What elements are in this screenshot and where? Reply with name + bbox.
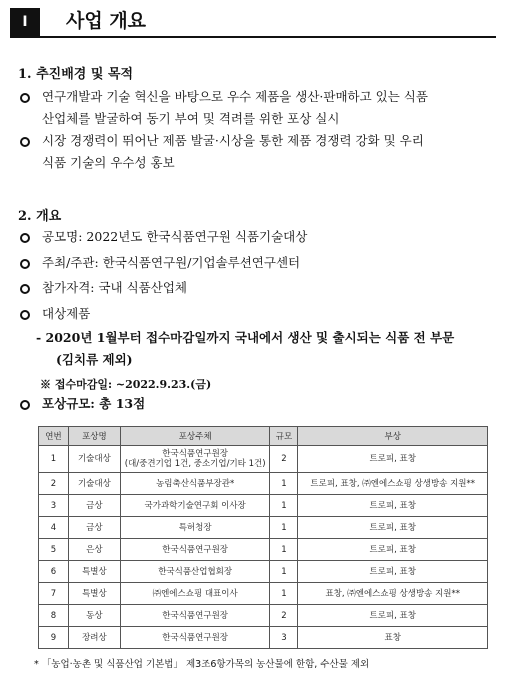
table-cell: 9 — [39, 627, 69, 649]
column-header: 부상 — [298, 427, 488, 446]
table-cell: 동상 — [68, 605, 120, 627]
table-row — [39, 605, 488, 627]
circle-bullet-icon — [20, 400, 30, 410]
table-cell-sub: (대/중견기업 1건, 중소기업/기타 1건) — [124, 459, 266, 469]
table-cell: ㈜엔에스쇼핑 대표이사 — [120, 583, 270, 605]
section1-item1-line1: 연구개발과 기술 혁신을 바탕으로 우수 제품을 생산·판매하고 있는 식품 — [42, 89, 428, 104]
table-cell: 1 — [270, 561, 298, 583]
table-row — [39, 473, 488, 495]
table-cell: 금상 — [68, 517, 120, 539]
table-cell: 2 — [39, 473, 69, 495]
table-cell: 트로피, 표창 — [298, 605, 488, 627]
table-cell: 표창 — [298, 627, 488, 649]
target-products: 대상제품 — [42, 306, 91, 321]
table-cell: 트로피, 표창 — [298, 561, 488, 583]
circle-bullet-icon — [20, 233, 30, 243]
table-cell: 2 — [270, 446, 298, 473]
column-header: 포상명 — [68, 427, 120, 446]
column-header: 포상주체 — [120, 427, 270, 446]
footnote: * 「농업·농촌 및 식품산업 기본법」 제3조6항가목의 농산물에 한함, 수산물 제외 — [34, 659, 370, 670]
column-header: 규모 — [270, 427, 298, 446]
section2-heading: 2. 개요 — [18, 209, 62, 224]
table-row — [39, 446, 488, 473]
table-cell: 표창, ㈜엔에스쇼핑 상생방송 지원** — [298, 583, 488, 605]
section1-heading: 1. 추진배경 및 목적 — [18, 67, 134, 82]
table-cell: 한국식품연구원장 — [120, 539, 270, 561]
circle-bullet-icon — [20, 259, 30, 269]
circle-bullet-icon — [20, 284, 30, 294]
section1-item2-line2: 식품 기술의 우수성 홍보 — [42, 155, 175, 170]
table-cell: 장려상 — [68, 627, 120, 649]
table-cell: 기술대상 — [68, 446, 120, 473]
table-cell: 국가과학기술연구회 이사장 — [120, 495, 270, 517]
table-cell: 특별상 — [68, 561, 120, 583]
table-cell: 트로피, 표창 — [298, 495, 488, 517]
table-cell: 트로피, 표창 — [298, 517, 488, 539]
page-title: 사업 개요 — [66, 10, 147, 32]
section1-item1-line2: 산업체를 발굴하여 동기 부여 및 격려를 위한 포상 실시 — [42, 111, 340, 126]
eligibility: 참가자격: 국내 식품산업체 — [42, 280, 187, 295]
table-cell: 농림축산식품부장관* — [120, 473, 270, 495]
table-cell: 1 — [270, 495, 298, 517]
table-row — [39, 583, 488, 605]
table-cell: 한국식품연구원장 — [120, 605, 270, 627]
column-header: 연번 — [39, 427, 69, 446]
table-cell: 특허청장 — [120, 517, 270, 539]
prize-scale-heading: 포상규모: 총 13점 — [42, 396, 146, 411]
table-cell: 7 — [39, 583, 69, 605]
table-header-row — [39, 427, 488, 446]
table-cell: 트로피, 표창 — [298, 446, 488, 473]
prize-table — [38, 426, 488, 649]
table-cell: 1 — [270, 583, 298, 605]
circle-bullet-icon — [20, 93, 30, 103]
table-cell: 6 — [39, 561, 69, 583]
table-cell: 1 — [39, 446, 69, 473]
table-cell-main: 한국식품연구원장 — [162, 449, 228, 459]
table-cell: 8 — [39, 605, 69, 627]
table-row — [39, 495, 488, 517]
table-row — [39, 561, 488, 583]
table-cell: 3 — [39, 495, 69, 517]
table-cell: 한국식품연구원장 — [120, 627, 270, 649]
table-cell — [120, 446, 270, 473]
target-products-exclusion: (김치류 제외) — [56, 352, 133, 367]
table-cell: 1 — [270, 539, 298, 561]
table-cell: 1 — [270, 473, 298, 495]
table-cell: 1 — [270, 517, 298, 539]
table-cell: 3 — [270, 627, 298, 649]
section1-item2-line1: 시장 경쟁력이 뛰어난 제품 발굴·시상을 통한 제품 경쟁력 강화 및 우리 — [42, 133, 424, 148]
target-products-detail: - 2020년 1월부터 접수마감일까지 국내에서 생산 및 출시되는 식품 전 부문 — [36, 330, 455, 345]
table-cell: 트로피, 표창, ㈜엔에스쇼핑 상생방송 지원** — [298, 473, 488, 495]
table-row — [39, 627, 488, 649]
table-row — [39, 517, 488, 539]
table-cell: 특별상 — [68, 583, 120, 605]
table-cell: 금상 — [68, 495, 120, 517]
table-cell: 은상 — [68, 539, 120, 561]
table-cell: 트로피, 표창 — [298, 539, 488, 561]
section-number-box: Ⅰ — [10, 8, 40, 36]
contest-name: 공모명: 2022년도 한국식품연구원 식품기술대상 — [42, 229, 308, 244]
organizer: 주최/주관: 한국식품연구원/기업솔루션연구센터 — [42, 255, 301, 270]
section-header — [10, 6, 496, 38]
table-cell: 4 — [39, 517, 69, 539]
circle-bullet-icon — [20, 310, 30, 320]
table-cell: 기술대상 — [68, 473, 120, 495]
table-cell: 2 — [270, 605, 298, 627]
table-cell: 한국식품산업협회장 — [120, 561, 270, 583]
deadline-note: ※ 접수마감일: ~2022.9.23.(금) — [40, 378, 212, 391]
circle-bullet-icon — [20, 137, 30, 147]
table-row — [39, 539, 488, 561]
table-cell: 5 — [39, 539, 69, 561]
